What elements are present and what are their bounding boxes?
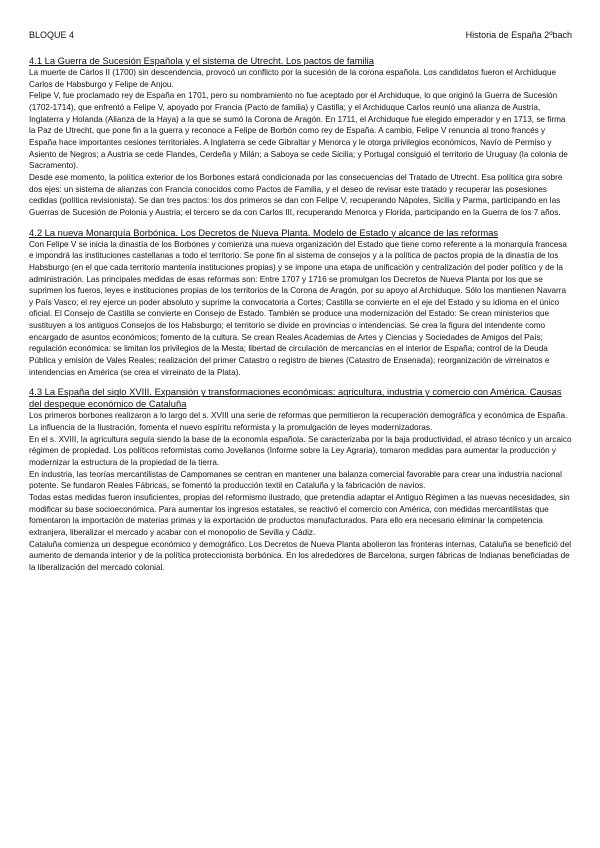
paragraph: Con Felipe V se inicia la dinastía de los Borbones y comienza una nueva organización del Estado que tiene como referente a la monarquía francesa e impondrá las instituciones castellanas a todo el territorio. Se pone fin al sistema de consejos y a la política de pactos propia de la dinastía de los Habsburgo (en el que cada territorio mantenía instituciones propias) y se impone una etapa de unificación y centralización del poder político y de la administración. Las principales medidas de esas reformas son: Entre 1707 y 1716 se promulgan los Decretos de Nueva Planta por los que se suprimen los fueros, leyes e instituciones propias de los territorios de la Corona de Aragón, por su apoyo al Archiduque. Sólo los mantienen Navarra y País Vasco; el rey ejerce un poder absoluto y suprime la convocatoria a Cortes; Castilla se convierte en el eje del Estado y su idioma en el único oficial. El Consejo de Castilla se convierte en Consejo de Estado. También se produce una modernización del Estado: Se crean ministerios que sustituyen a los antiguos Consejos de los Habsburgo; el territorio se divide en provincias o intendencias. Se crea la figura del intendente como encargado de asuntos económicos; fomento de la cultura. Se crean Reales Academias de Artes y Ciencias y Sociedades de Amigos del País; regulación económica: se limitan los privilegios de la Mesta; libertad de circulación de mercancías en el interior de España; control de la Deuda Pública y emisión de Vales Reales; realización del primer Catastro o registro de bienes (Catastro de Ensenada); reorganización de virreinatos e intendencias en América (se crea el virreinato de la Plata).	[29, 239, 567, 377]
section-title: 4.1 La Guerra de Sucesión Española y el sistema de Utrecht. Los pactos de familia	[29, 55, 374, 66]
page-header	[29, 29, 572, 43]
section-4-1	[29, 55, 572, 219]
paragraph: La muerte de Carlos II (1700) sin descendencia, provocó un conflicto por la sucesión de la corona española. Los candidatos fueron el Archiduque Carlos de Habsburgo y Felipe de Anjou.	[29, 68, 557, 89]
header-subject-label: Historia de España 2ºbach	[465, 30, 572, 40]
section-title: 4.3 La España del siglo XVIII. Expansión y transformaciones económicas: agricultura, industria y comercio con América. Causas del despegue económico de Cataluña	[29, 386, 562, 410]
paragraph: Cataluña comienza un despegue económico y demográfico. Los Decretos de Nueva Planta abolieron las fronteras internas, Cataluña se benefició del aumento de demanda interior y de la política proteccionista borbónica. En los alrededores de Barcelona, surgen fábricas de Indianas beneficiadas de la liberalización del mercado colonial.	[29, 539, 572, 572]
paragraph: Los primeros borbones realizaron a lo largo del s. XVIII una serie de reformas que permitieron la recuperación demográfica y económica de España. La influencia de la Ilustración, fomenta el nuevo espíritu reformista y la promulgación de leyes modernizadoras.	[29, 411, 568, 433]
section-title: 4.2 La nueva Monarquía Borbónica. Los Decretos de Nueva Planta. Modelo de Estado y alcance de las reformas	[29, 226, 499, 238]
document-body	[29, 55, 572, 582]
paragraph: En el s. XVIII, la agricultura seguía siendo la base de la economía española. Se caracterizaba por la baja productividad, el atraso técnico y un arcaico régimen de propiedad. Los políticos reformistas como Jovellanos (Informe sobre la Ley Agraria), tomaron medidas para aumentar la producción y modernizar la estructura de la propiedad de la tierra.	[29, 434, 572, 468]
section-4-2	[29, 227, 572, 379]
section-4-3	[29, 386, 572, 573]
paragraph: Todas estas medidas fueron insuficientes, propias del reformismo ilustrado, que pretendía adaptar el Antiguo Régimen a las nuevas necesidades, sin modificar su base socioeconómica. Para aumentar los ingresos estatales, se reactivó el comercio con América, con medidas mercantilistas que fomentaron la importación de materias primas y la exportación de productos manufacturados. Para ello era necesario eliminar la competencia extranjera, liberalizar el mercado y acabar con el monopolio de Sevilla y Cádiz.	[29, 493, 570, 537]
paragraph: Desde ese momento, la política exterior de los Borbones estará condicionada por las consecuencias del Tratado de Utrecht. Esa política gira sobre dos ejes: un sistema de alianzas con Francia conocidos como Pactos de Familia, y el deseo de revisar este tratado y recuperar las posesiones cedidas (política revisionista). Se dan tres pactos: los dos primeros se dan con Felipe V, recuperando Nápoles, Sicilia y Parma, participando en las Guerras de Sucesión de Polonia y Austria; el tercero se da con Carlos III, recuperando Menorca y Florida, participando en la Guerra de los 7 años.	[29, 172, 563, 217]
paragraph: Felipe V, fue proclamado rey de España en 1701, pero su nombramiento no fue aceptado por el Archiduque, lo que originó la Guerra de Sucesión (1702-1714), que enfrentó a Felipe V, apoyado por Francia (Pacto de familia) y Castilla; y el Archiduque Carlos reunió una alianza de Austria, Inglaterra y Holanda (Alianza de la Haya) a la que se sumó la Corona de Aragón. En 1711, el Archiduque fue elegido emperador y en 1713, se firma la Paz de Utrecht, que pone fin a la guerra y reconoce a Felipe de Borbón como rey de España. A cambio, Felipe V renuncia al trono francés y España hace importantes cesiones territoriales. A Inglaterra se cede Gibraltar y Menorca y le otorga privilegios económicos, Navío de Permiso y Asiento de Negros; a Austria se cede Flandes, Cerdeña y Milán; a Saboya se cede Sicilia; y Portugal consiguió el territorio de Uruguay (la colonia de Sacramento).	[29, 91, 568, 171]
paragraph: En industria, las teorías mercantilistas de Campomanes se centran en mantener una balanza comercial favorable para crear una industria nacional potente. Se fundaron Reales Fábricas, se fomentó la producción textil en Cataluña y la fabricación de navíos.	[29, 469, 562, 491]
header-block-label: BLOQUE 4	[29, 30, 75, 40]
